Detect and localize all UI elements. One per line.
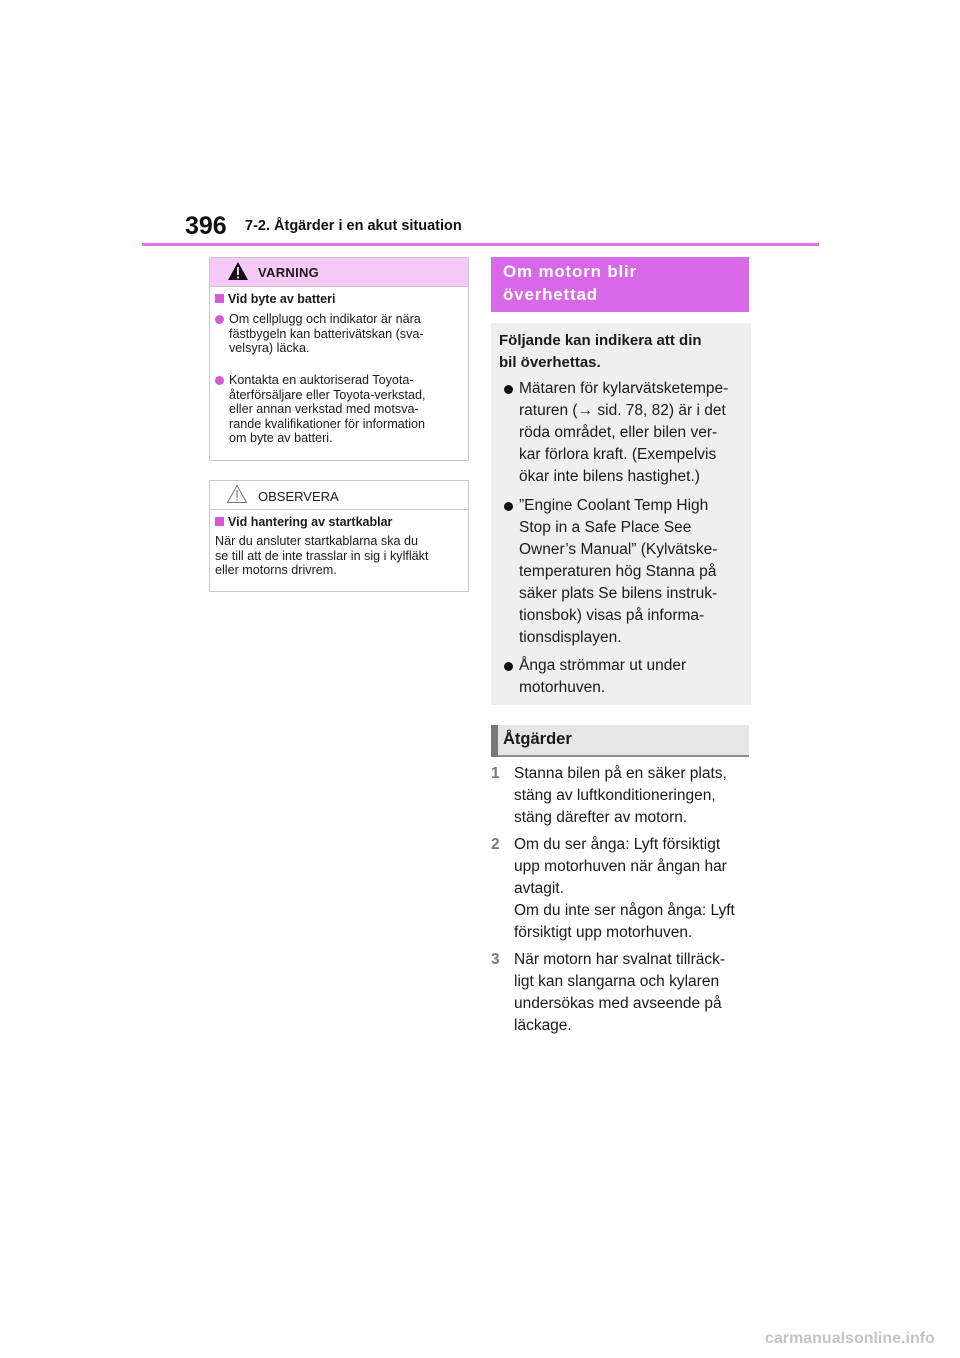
step-number: 2 [491,836,500,853]
bullet-dot-icon [504,502,513,511]
warning-box [209,257,469,461]
bullet-dot-icon [215,376,224,385]
section-accent-bar [491,725,498,757]
notice-box [209,480,469,592]
notice-body: När du ansluter startkablarna ska du se till att de inte trasslar in sig i kylfläkt eller motorns drivrem. [215,534,429,577]
section-title: 7-2. Åtgärder i en akut situation [245,218,462,234]
warning-bullet-text: Om cellplugg och indikator är nära fästbygeln kan batterivätskan (sva- velsyra) läcka. [229,312,424,355]
symptom-text: ”Engine Coolant Temp High Stop in a Safe Place See Owner’s Manual” (Kylvätske- temperaturen hög Stanna på säker plats Se bilens instruk- tionsbok) visas på informa- tionsdisplayen. [519,497,718,646]
symptom-box [491,323,751,705]
symptom-text: Mätaren för kylarvätsketempe- raturen (→ sid. 78, 82) är i det röda området, eller bilen ver- kar förlora kraft. (Exempelvis ökar inte bilens hastighet.) [519,380,729,485]
step-number: 3 [491,951,500,968]
bullet-dot-icon [504,662,513,671]
step-text: Stanna bilen på en säker plats, stäng av luftkonditioneringen, stäng därefter av motorn. [514,765,727,826]
header-divider [142,243,819,246]
actions-title: Åtgärder [503,730,572,748]
warning-triangle-icon [227,261,249,281]
overheat-title: Om motorn blir överhettad [503,262,637,304]
square-bullet-icon [215,517,224,526]
warning-bullet-text: Kontakta en auktoriserad Toyota- återförsäljare eller Toyota-verkstad, eller annan verkstad med motsva- rande kvalifikationer för information om byte av batteri. [229,373,426,445]
caution-triangle-outline-icon [226,484,248,504]
notice-header [210,481,468,510]
watermark: carmanualsonline.info [765,1330,935,1347]
warning-heading-text: Vid byte av batteri [228,292,336,306]
actions-section-header [491,725,749,757]
step-text: Om du ser ånga: Lyft försiktigt upp motorhuven när ångan har avtagit. Om du inte ser någon ånga: Lyft försiktigt upp motorhuven. [514,836,735,941]
page-number: 396 [185,212,227,240]
symptom-intro: Följande kan indikera att din bil överhettas. [499,332,702,371]
warning-label: VARNING [258,265,320,280]
notice-heading-text: Vid hantering av startkablar [228,515,393,529]
warning-heading [215,292,335,306]
bullet-dot-icon [215,315,224,324]
notice-label: OBSERVERA [258,489,339,504]
notice-heading [215,515,392,529]
step-number: 1 [491,765,500,782]
step-text: När motorn har svalnat tillräck- ligt kan slangarna och kylaren undersökas med avseende på läckage. [514,951,726,1034]
symptom-text: Ånga strömmar ut under motorhuven. [519,657,687,696]
overheat-section-header [491,257,749,312]
warning-header [210,258,468,287]
square-bullet-icon [215,294,224,303]
bullet-dot-icon [504,385,513,394]
